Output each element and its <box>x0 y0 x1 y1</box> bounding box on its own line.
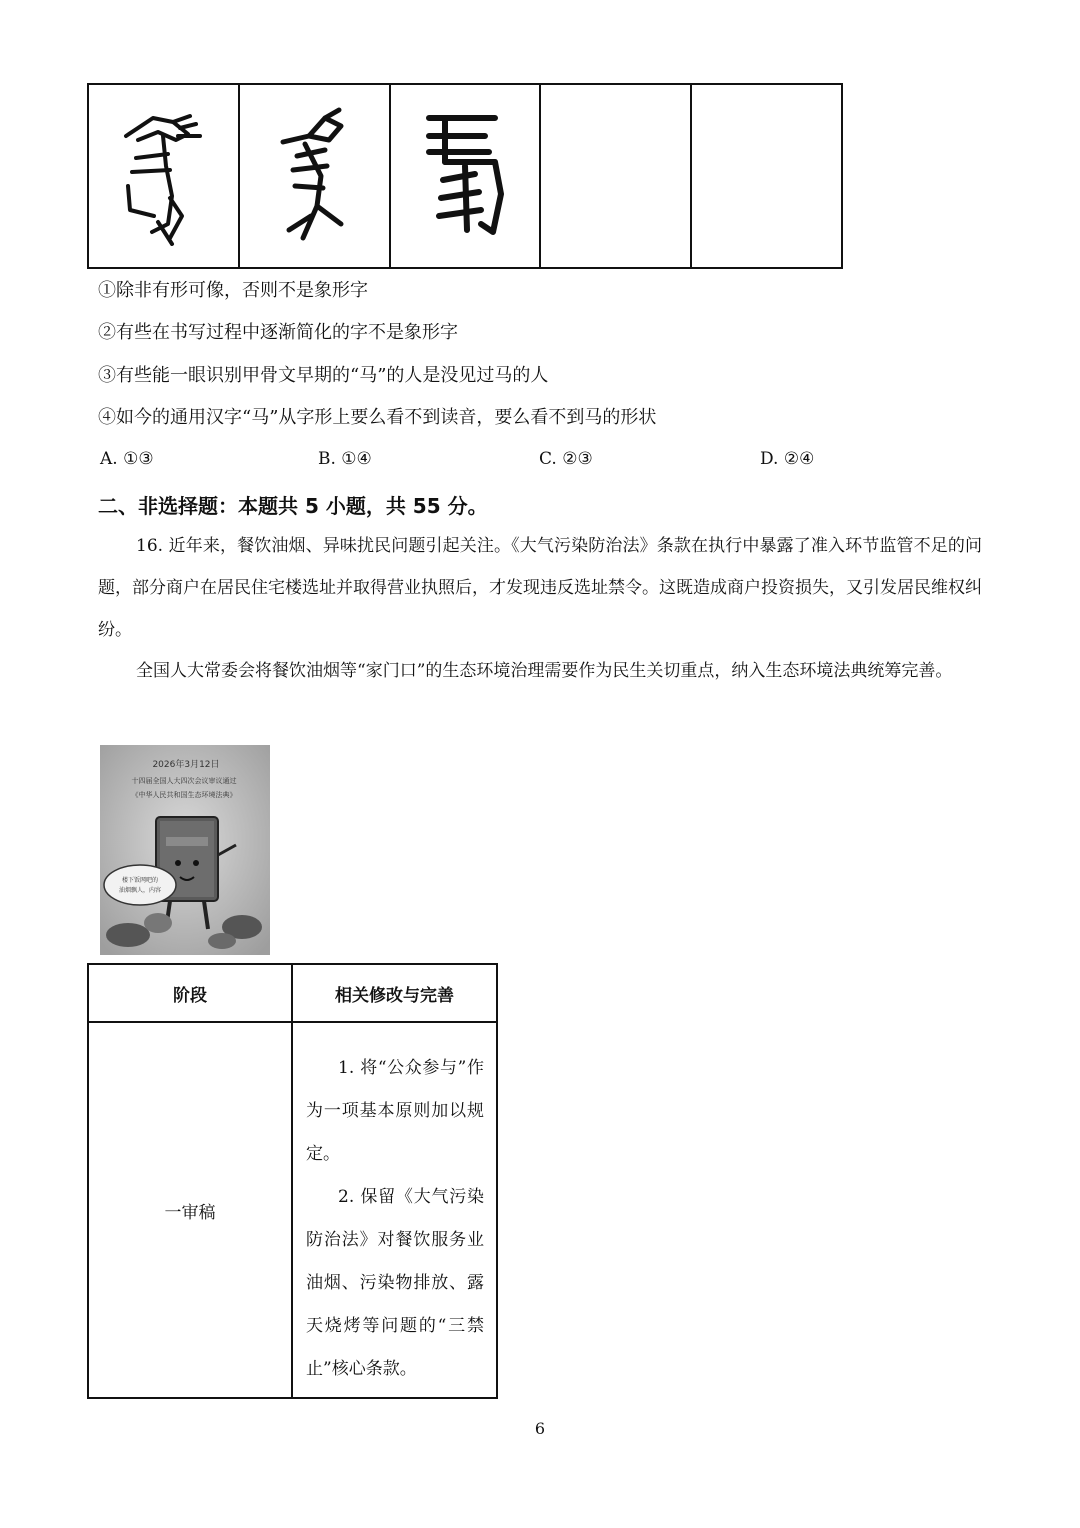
bubble-line2: 油烟飘人，内容 <box>118 887 162 894</box>
photo-line3: 《中华人民共和国生态环境法典》 <box>131 791 237 799</box>
question16-para2 <box>98 650 982 692</box>
glyph-cell-4 <box>540 84 691 268</box>
table-row <box>88 1022 497 1398</box>
change-item-1: 1. 将“公众参与”作为一项基本原则加以规定。 <box>306 1058 484 1164</box>
glyph-cell-5 <box>691 84 842 268</box>
bronze-inscription-horse-glyph <box>269 106 359 246</box>
oracle-bone-horse-glyph <box>118 106 208 246</box>
changes-cell <box>292 1022 497 1398</box>
stage-header: 阶段 <box>88 964 292 1022</box>
choice-b[interactable]: B. ①④ <box>318 449 372 469</box>
glyph-cell-3 <box>390 84 541 268</box>
changes-header: 相关修改与完善 <box>292 964 497 1022</box>
book-mascot-photo <box>100 745 270 955</box>
choice-d[interactable]: D. ②④ <box>760 449 815 469</box>
choice-c[interactable]: C. ②③ <box>539 449 593 469</box>
photo-date: 2026年3月12日 <box>152 760 220 770</box>
bubble-line1: 楼下饭网吧的 <box>121 877 159 884</box>
glyph-cell-1 <box>88 84 239 268</box>
statement-4: ④如今的通用汉字“马”从字形上要么看不到读音，要么看不到马的形状 <box>98 407 657 428</box>
page-number: 6 <box>534 1419 546 1438</box>
statement-3: ③有些能一眼识别甲骨文早期的“马”的人是没见过马的人 <box>98 365 549 386</box>
question16-para1-text: 16. 近年来，餐饮油烟、异味扰民问题引起关注。《大气污染防治法》条款在执行中暴露了准入环节监管不足的问题，部分商户在居民住宅楼选址并取得营业执照后，才发现违反选址禁令。这既造成商户投资损失，又引发居民维权纠纷。 <box>98 536 982 640</box>
statement-1: ①除非有形可像，否则不是象形字 <box>98 280 368 301</box>
stage-cell: 一审稿 <box>88 1022 292 1398</box>
statement-2: ②有些在书写过程中逐渐简化的字不是象形字 <box>98 322 458 343</box>
stage-table <box>87 963 498 1399</box>
answer-choices <box>100 449 860 473</box>
change-item-2: 2. 保留《大气污染防治法》对餐饮服务业油烟、污染物排放、露天烧烤等问题的“三禁止”核心条款。 <box>306 1187 484 1379</box>
speech-bubble <box>104 865 176 905</box>
glyph-cell-2 <box>239 84 390 268</box>
seal-script-horse-glyph <box>415 106 515 246</box>
question16-para2-text: 全国人大常委会将餐饮油烟等“家门口”的生态环境治理需要作为民生关切重点，纳入生态环境法典统筹完善。 <box>136 661 953 681</box>
section-title: 二、非选择题：本题共 5 小题，共 55 分。 <box>98 494 488 518</box>
choice-a[interactable]: A. ①③ <box>100 449 154 469</box>
glyph-table <box>87 83 843 269</box>
question16-para1 <box>98 525 982 651</box>
photo-line2: 十四届全国人大四次会议审议通过 <box>131 777 237 785</box>
